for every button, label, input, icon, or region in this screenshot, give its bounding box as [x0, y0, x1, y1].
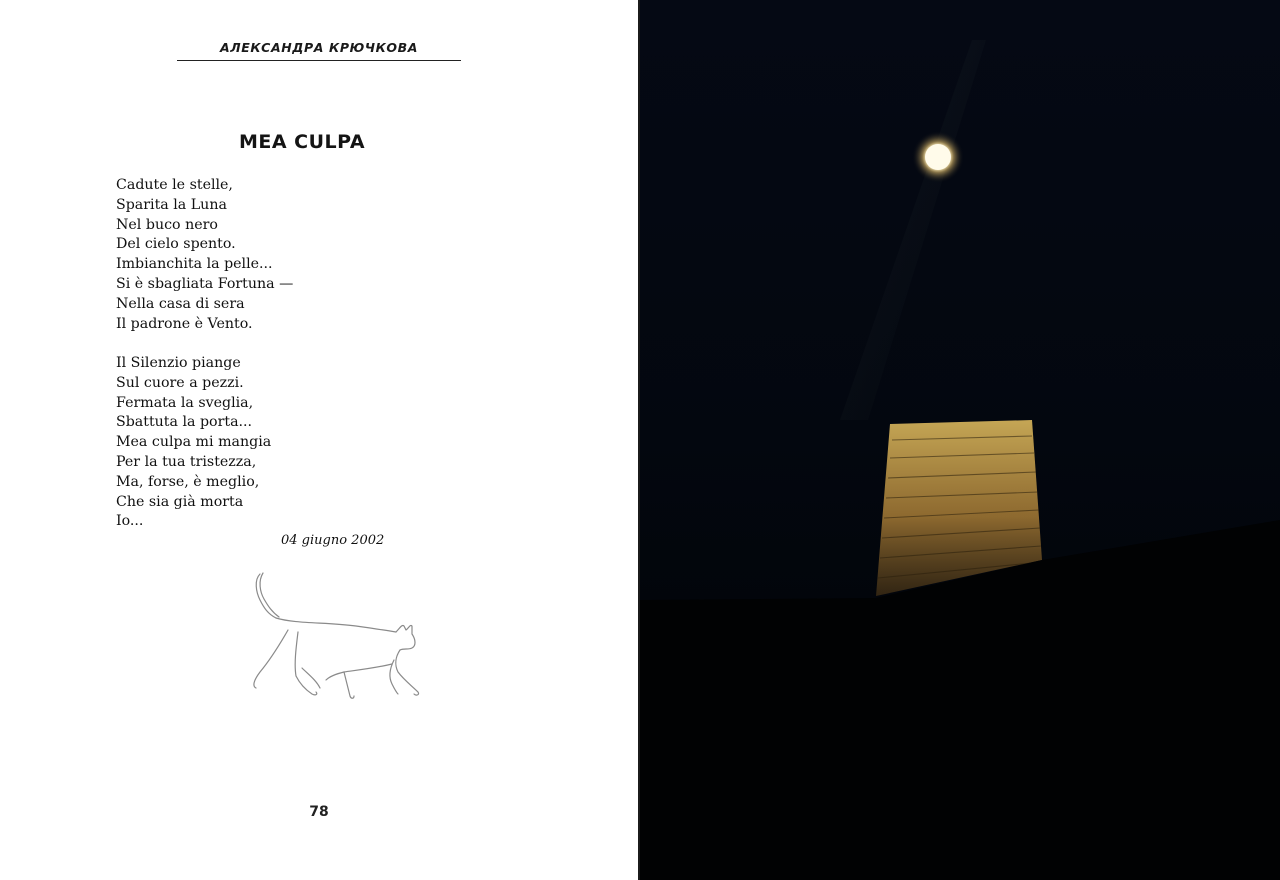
- left-page: [0, 0, 638, 880]
- poem-line: Sul cuore a pezzi.: [116, 374, 244, 391]
- poem-line: Sbattuta la porta...: [116, 414, 253, 431]
- stanza-2: [116, 354, 271, 532]
- poem-line: Io...: [116, 513, 144, 530]
- poem-line: Nel buco nero: [116, 216, 218, 233]
- moonlit-sea-photo: [640, 0, 1280, 880]
- poem-title: MEA CULPA: [238, 131, 366, 153]
- stanza-1: [116, 176, 293, 334]
- poem-line: Si è sbagliata Fortuna —: [116, 275, 294, 292]
- poem-line: Per la tua tristezza,: [116, 453, 257, 470]
- poem-line: Mea culpa mi mangia: [116, 434, 272, 451]
- poem-line: Il Silenzio piange: [116, 355, 241, 371]
- walking-cat-icon: [246, 568, 426, 702]
- poem-line: Cadute le stelle,: [116, 177, 233, 193]
- poem-line: Fermata la sveglia,: [116, 394, 254, 411]
- poem-line: Sparita la Luna: [116, 196, 227, 213]
- poem-line: Del cielo spento.: [116, 236, 236, 253]
- header-rule: [177, 60, 461, 61]
- poem-line: Che sia già morta: [116, 493, 244, 510]
- poem-date: 04 giugno 2002: [281, 533, 385, 548]
- poem-line: Il padrone è Vento.: [116, 315, 253, 332]
- right-page-photo: [640, 0, 1280, 880]
- poem-line: Nella casa di sera: [116, 295, 245, 312]
- poem-line: Ma, forse, è meglio,: [116, 473, 260, 490]
- poem-line: Imbianchita la pelle...: [116, 256, 273, 273]
- running-head-author: АЛЕКСАНДРА КРЮЧКОВА: [219, 40, 419, 55]
- page-number: 78: [309, 804, 329, 820]
